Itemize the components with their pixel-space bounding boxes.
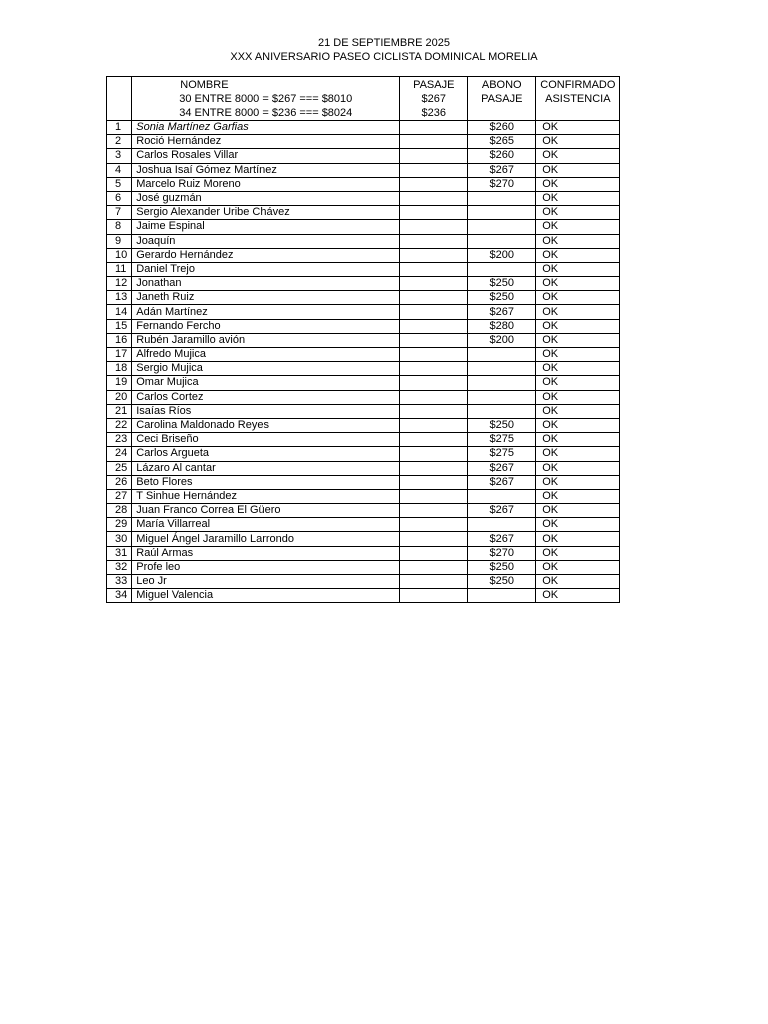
pasaje-cell xyxy=(400,163,468,177)
document-title: XXX ANIVERSARIO PASEO CICLISTA DOMINICAL MORELIA xyxy=(230,51,538,63)
participant-name-cell: Gerardo Hernández xyxy=(132,248,400,262)
table-row xyxy=(107,461,620,475)
abono-cell: $270 xyxy=(468,177,536,191)
abono-cell: $200 xyxy=(468,333,536,347)
table-row xyxy=(107,262,620,276)
row-number-cell: 7 xyxy=(107,206,132,220)
abono-cell: $250 xyxy=(468,560,536,574)
abono-cell: $250 xyxy=(468,277,536,291)
confirmado-cell: OK xyxy=(536,206,620,220)
confirmado-cell: OK xyxy=(536,234,620,248)
participant-name-cell: Beto Flores xyxy=(132,475,400,489)
abono-cell xyxy=(468,390,536,404)
row-number-cell: 32 xyxy=(107,560,132,574)
pasaje-cell xyxy=(400,135,468,149)
pasaje-cell xyxy=(400,475,468,489)
confirmado-cell: OK xyxy=(536,277,620,291)
confirmado-cell: OK xyxy=(536,348,620,362)
abono-cell: $270 xyxy=(468,546,536,560)
pasaje-cell xyxy=(400,333,468,347)
abono-cell xyxy=(468,589,536,603)
header-abono xyxy=(468,77,536,121)
confirmado-cell: OK xyxy=(536,220,620,234)
header-pasaje-line2: $267 xyxy=(421,93,446,105)
table-row xyxy=(107,518,620,532)
row-number-cell: 9 xyxy=(107,234,132,248)
row-number-cell: 15 xyxy=(107,319,132,333)
confirmado-cell: OK xyxy=(536,362,620,376)
header-nombre-line2: 30 ENTRE 8000 = $267 === $8010 xyxy=(179,93,353,105)
abono-cell: $250 xyxy=(468,418,536,432)
abono-cell: $250 xyxy=(468,575,536,589)
confirmado-cell: OK xyxy=(536,149,620,163)
row-number-cell: 28 xyxy=(107,504,132,518)
pasaje-cell xyxy=(400,504,468,518)
pasaje-cell xyxy=(400,489,468,503)
pasaje-cell xyxy=(400,206,468,220)
participant-name-cell: Juan Franco Correa El Güero xyxy=(132,504,400,518)
confirmado-cell: OK xyxy=(536,291,620,305)
participant-name-cell: Miguel Ángel Jaramillo Larrondo xyxy=(132,532,400,546)
participant-name-cell: Isaías Ríos xyxy=(132,404,400,418)
abono-cell xyxy=(468,348,536,362)
abono-cell xyxy=(468,489,536,503)
abono-cell xyxy=(468,234,536,248)
confirmado-cell: OK xyxy=(536,433,620,447)
pasaje-cell xyxy=(400,277,468,291)
abono-cell: $280 xyxy=(468,319,536,333)
confirmado-cell: OK xyxy=(536,319,620,333)
abono-cell: $200 xyxy=(468,248,536,262)
participant-name-cell: T Sinhue Hernández xyxy=(132,489,400,503)
table-row xyxy=(107,504,620,518)
attendance-table xyxy=(106,76,620,603)
row-number-cell: 34 xyxy=(107,589,132,603)
table-row xyxy=(107,277,620,291)
pasaje-cell xyxy=(400,177,468,191)
confirmado-cell: OK xyxy=(536,532,620,546)
participant-name-cell: Daniel Trejo xyxy=(132,262,400,276)
abono-cell: $267 xyxy=(468,305,536,319)
abono-cell: $265 xyxy=(468,135,536,149)
header-confirmado xyxy=(536,77,620,121)
participant-name-cell: Leo Jr xyxy=(132,575,400,589)
table-row xyxy=(107,149,620,163)
pasaje-cell xyxy=(400,305,468,319)
pasaje-cell xyxy=(400,248,468,262)
abono-cell xyxy=(468,262,536,276)
pasaje-cell xyxy=(400,546,468,560)
confirmado-cell: OK xyxy=(536,248,620,262)
abono-cell: $267 xyxy=(468,475,536,489)
pasaje-cell xyxy=(400,447,468,461)
pasaje-cell xyxy=(400,262,468,276)
header-confirmado-label: CONFIRMADO xyxy=(540,79,616,91)
confirmado-cell: OK xyxy=(536,333,620,347)
participant-name-cell: Ceci Briseño xyxy=(132,433,400,447)
abono-cell: $267 xyxy=(468,461,536,475)
pasaje-cell xyxy=(400,121,468,135)
header-number xyxy=(107,77,132,121)
table-row xyxy=(107,191,620,205)
header-pasaje-label: PASAJE xyxy=(413,79,455,91)
participant-name-cell: Marcelo Ruiz Moreno xyxy=(132,177,400,191)
row-number-cell: 22 xyxy=(107,418,132,432)
participant-name-cell: Janeth Ruiz xyxy=(132,291,400,305)
pasaje-cell xyxy=(400,220,468,234)
document-date: 21 DE SEPTIEMBRE 2025 xyxy=(317,37,451,49)
table-row xyxy=(107,121,620,135)
table-header-row xyxy=(107,77,620,121)
participant-name-cell: María Villarreal xyxy=(132,518,400,532)
participant-name-cell: Miguel Valencia xyxy=(132,589,400,603)
confirmado-cell: OK xyxy=(536,262,620,276)
header-abono-line2: PASAJE xyxy=(481,93,523,105)
table-row xyxy=(107,333,620,347)
pasaje-cell xyxy=(400,575,468,589)
pasaje-cell xyxy=(400,532,468,546)
table-row xyxy=(107,348,620,362)
header-nombre xyxy=(132,77,400,121)
abono-cell: $275 xyxy=(468,447,536,461)
confirmado-cell: OK xyxy=(536,135,620,149)
row-number-cell: 23 xyxy=(107,433,132,447)
participant-name-cell: Jonathan xyxy=(132,277,400,291)
confirmado-cell: OK xyxy=(536,518,620,532)
table-row xyxy=(107,447,620,461)
table-row xyxy=(107,575,620,589)
row-number-cell: 20 xyxy=(107,390,132,404)
participant-name-cell: Jaime Espinal xyxy=(132,220,400,234)
pasaje-cell xyxy=(400,390,468,404)
pasaje-cell xyxy=(400,376,468,390)
confirmado-cell: OK xyxy=(536,376,620,390)
row-number-cell: 24 xyxy=(107,447,132,461)
row-number-cell: 3 xyxy=(107,149,132,163)
row-number-cell: 16 xyxy=(107,333,132,347)
row-number-cell: 2 xyxy=(107,135,132,149)
pasaje-cell xyxy=(400,518,468,532)
participant-name-cell: Fernando Fercho xyxy=(132,319,400,333)
confirmado-cell: OK xyxy=(536,163,620,177)
abono-cell xyxy=(468,404,536,418)
row-number-cell: 8 xyxy=(107,220,132,234)
pasaje-cell xyxy=(400,149,468,163)
confirmado-cell: OK xyxy=(536,575,620,589)
table-row xyxy=(107,390,620,404)
confirmado-cell: OK xyxy=(536,418,620,432)
confirmado-cell: OK xyxy=(536,404,620,418)
row-number-cell: 1 xyxy=(107,121,132,135)
confirmado-cell: OK xyxy=(536,589,620,603)
header-pasaje xyxy=(400,77,468,121)
row-number-cell: 18 xyxy=(107,362,132,376)
participant-name-cell: Joaquín xyxy=(132,234,400,248)
pasaje-cell xyxy=(400,191,468,205)
pasaje-cell xyxy=(400,291,468,305)
participant-name-cell: Rubén Jaramillo avión xyxy=(132,333,400,347)
row-number-cell: 29 xyxy=(107,518,132,532)
confirmado-cell: OK xyxy=(536,546,620,560)
row-number-cell: 31 xyxy=(107,546,132,560)
row-number-cell: 6 xyxy=(107,191,132,205)
table-row xyxy=(107,206,620,220)
page-header xyxy=(0,36,768,64)
table-row xyxy=(107,418,620,432)
row-number-cell: 13 xyxy=(107,291,132,305)
pasaje-cell xyxy=(400,319,468,333)
abono-cell xyxy=(468,362,536,376)
participant-name-cell: Sergio Mujica xyxy=(132,362,400,376)
table-row xyxy=(107,362,620,376)
confirmado-cell: OK xyxy=(536,475,620,489)
row-number-cell: 12 xyxy=(107,277,132,291)
abono-cell xyxy=(468,376,536,390)
pasaje-cell xyxy=(400,461,468,475)
row-number-cell: 11 xyxy=(107,262,132,276)
participant-name-cell: Raúl Armas xyxy=(132,546,400,560)
row-number-cell: 27 xyxy=(107,489,132,503)
table-row xyxy=(107,532,620,546)
participant-name-cell: Sonia Martínez Garfias xyxy=(132,121,400,135)
participant-name-cell: Lázaro Al cantar xyxy=(132,461,400,475)
table-row xyxy=(107,319,620,333)
table-row xyxy=(107,234,620,248)
row-number-cell: 26 xyxy=(107,475,132,489)
confirmado-cell: OK xyxy=(536,121,620,135)
abono-cell: $267 xyxy=(468,532,536,546)
table-body xyxy=(107,121,620,603)
table-row xyxy=(107,489,620,503)
pasaje-cell xyxy=(400,589,468,603)
table-row xyxy=(107,376,620,390)
pasaje-cell xyxy=(400,362,468,376)
abono-cell xyxy=(468,220,536,234)
pasaje-cell xyxy=(400,404,468,418)
confirmado-cell: OK xyxy=(536,305,620,319)
table-row xyxy=(107,560,620,574)
pasaje-cell xyxy=(400,234,468,248)
abono-cell: $260 xyxy=(468,121,536,135)
confirmado-cell: OK xyxy=(536,461,620,475)
participant-name-cell: Carlos Cortez xyxy=(132,390,400,404)
abono-cell xyxy=(468,518,536,532)
abono-cell: $267 xyxy=(468,504,536,518)
abono-cell: $267 xyxy=(468,163,536,177)
pasaje-cell xyxy=(400,433,468,447)
table-row xyxy=(107,248,620,262)
participant-name-cell: Alfredo Mujica xyxy=(132,348,400,362)
abono-cell: $250 xyxy=(468,291,536,305)
row-number-cell: 25 xyxy=(107,461,132,475)
abono-cell: $275 xyxy=(468,433,536,447)
confirmado-cell: OK xyxy=(536,489,620,503)
pasaje-cell xyxy=(400,418,468,432)
confirmado-cell: OK xyxy=(536,504,620,518)
row-number-cell: 21 xyxy=(107,404,132,418)
confirmado-cell: OK xyxy=(536,390,620,404)
abono-cell xyxy=(468,191,536,205)
abono-cell: $260 xyxy=(468,149,536,163)
table-row xyxy=(107,546,620,560)
participant-name-cell: Adán Martínez xyxy=(132,305,400,319)
row-number-cell: 5 xyxy=(107,177,132,191)
participant-name-cell: José guzmán xyxy=(132,191,400,205)
row-number-cell: 14 xyxy=(107,305,132,319)
participant-name-cell: Carlos Argueta xyxy=(132,447,400,461)
table-row xyxy=(107,177,620,191)
participant-name-cell: Omar Mujica xyxy=(132,376,400,390)
row-number-cell: 17 xyxy=(107,348,132,362)
table-row xyxy=(107,589,620,603)
table-row xyxy=(107,475,620,489)
participant-name-cell: Profe leo xyxy=(132,560,400,574)
row-number-cell: 19 xyxy=(107,376,132,390)
table-row xyxy=(107,163,620,177)
confirmado-cell: OK xyxy=(536,560,620,574)
row-number-cell: 33 xyxy=(107,575,132,589)
participant-name-cell: Carlos Rosales Villar xyxy=(132,149,400,163)
pasaje-cell xyxy=(400,560,468,574)
participant-name-cell: Joshua Isaí Gómez Martínez xyxy=(132,163,400,177)
confirmado-cell: OK xyxy=(536,191,620,205)
table-row xyxy=(107,291,620,305)
participant-name-cell: Roció Hernández xyxy=(132,135,400,149)
table-row xyxy=(107,220,620,234)
header-nombre-label: NOMBRE xyxy=(180,79,229,91)
table-row xyxy=(107,404,620,418)
header-nombre-line3: 34 ENTRE 8000 = $236 === $8024 xyxy=(179,107,353,119)
row-number-cell: 4 xyxy=(107,163,132,177)
header-pasaje-line3: $236 xyxy=(421,107,446,119)
confirmado-cell: OK xyxy=(536,447,620,461)
table-row xyxy=(107,305,620,319)
table-row xyxy=(107,135,620,149)
row-number-cell: 30 xyxy=(107,532,132,546)
header-abono-label: ABONO xyxy=(481,79,522,91)
abono-cell xyxy=(468,206,536,220)
header-confirmado-line2: ASISTENCIA xyxy=(545,93,611,105)
participant-name-cell: Carolina Maldonado Reyes xyxy=(132,418,400,432)
table-row xyxy=(107,433,620,447)
pasaje-cell xyxy=(400,348,468,362)
participant-name-cell: Sergio Alexander Uribe Chávez xyxy=(132,206,400,220)
confirmado-cell: OK xyxy=(536,177,620,191)
row-number-cell: 10 xyxy=(107,248,132,262)
